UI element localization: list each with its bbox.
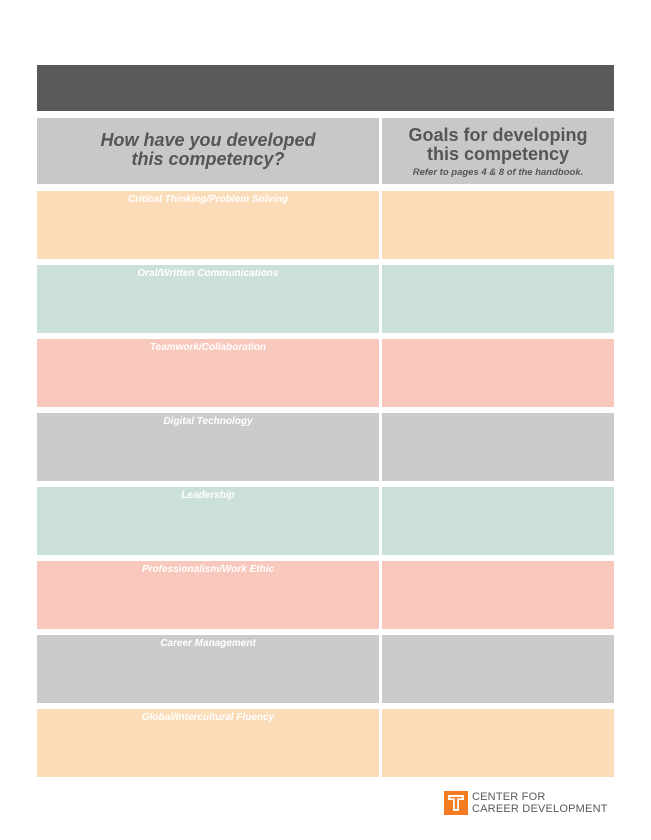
developed-cell[interactable] [37,413,379,481]
goals-cell[interactable] [382,635,614,703]
footer-branding [444,790,624,818]
competency-row-leadership [37,487,614,555]
developed-cell[interactable] [37,561,379,629]
tennessee-t-logo-icon [444,791,468,815]
developed-cell[interactable] [37,635,379,703]
competency-label: Teamwork/Collaboration [149,342,267,353]
competency-row-digital-technology [37,413,614,481]
header-how-developed-text: How have you developed this competency? [100,130,316,169]
footer-text [472,791,608,815]
header-goals [382,118,614,184]
competency-row-critical-thinking [37,191,614,259]
competency-row-career-management [37,635,614,703]
goals-cell[interactable] [382,561,614,629]
competency-row-teamwork [37,339,614,407]
competency-label: Career Management [160,638,256,649]
developed-cell[interactable] [37,265,379,333]
competency-label: Digital Technology [163,416,253,427]
footer-line-2: CAREER DEVELOPMENT [472,803,608,815]
developed-cell[interactable] [37,487,379,555]
goals-cell[interactable] [382,191,614,259]
developed-cell[interactable] [37,339,379,407]
competency-row-global-fluency [37,709,614,777]
header-goals-subtitle: Refer to pages 4 & 8 of the handbook. [412,167,584,178]
goals-cell[interactable] [382,265,614,333]
competency-label: Global/Intercultural Fluency [141,712,275,723]
competency-label: Leadership [181,490,235,501]
goals-cell[interactable] [382,709,614,777]
top-banner [37,65,614,111]
competency-label: Professionalism/Work Ethic [141,564,275,575]
competency-row-professionalism [37,561,614,629]
developed-cell[interactable] [37,709,379,777]
goals-cell[interactable] [382,487,614,555]
developed-cell[interactable] [37,191,379,259]
header-goals-title: Goals for developing this competency [408,125,588,164]
header-how-developed [37,118,379,184]
footer-line-1: CENTER FOR [472,791,546,803]
competency-label: Critical Thinking/Problem Solving [127,194,289,205]
competency-label: Oral/Written Communications [137,268,279,279]
competency-row-communications [37,265,614,333]
goals-cell[interactable] [382,413,614,481]
goals-cell[interactable] [382,339,614,407]
